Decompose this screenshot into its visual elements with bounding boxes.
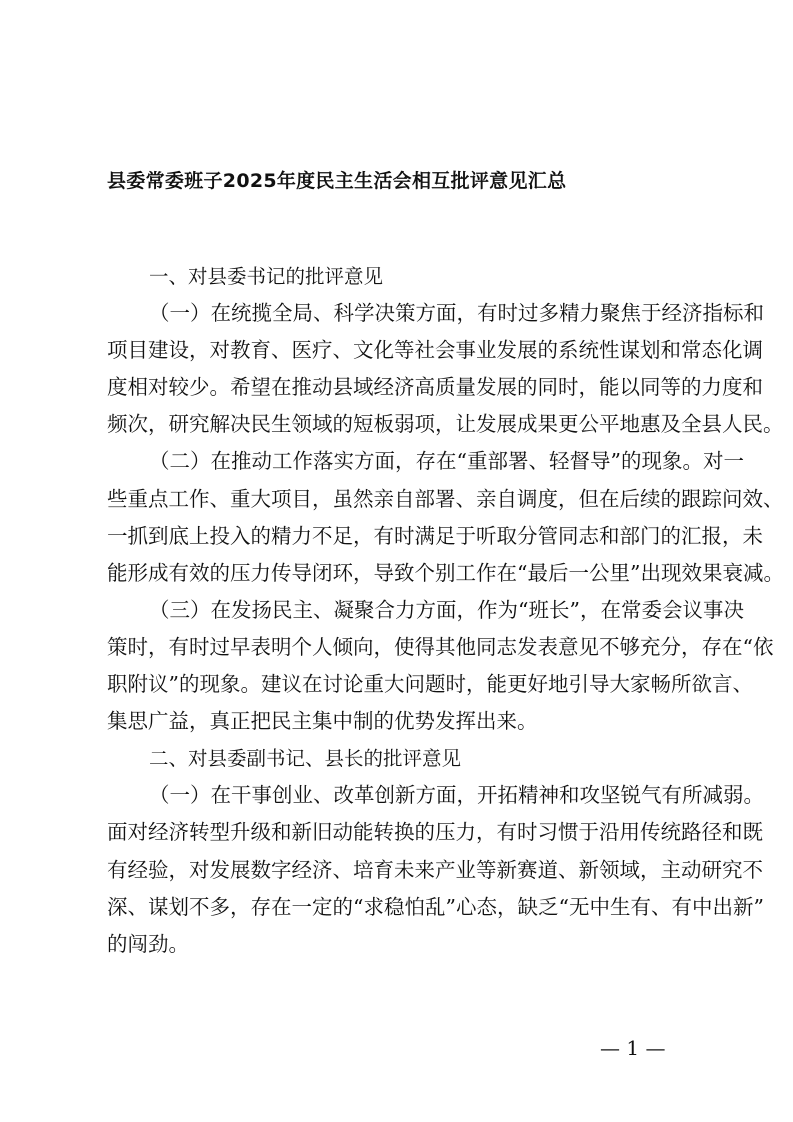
page-number: — 1 —: [600, 1036, 666, 1060]
paragraph-line: 职附议”的现象。建议在讨论重大问题时，能更好地引导大家畅所欲言、: [107, 672, 753, 697]
paragraph-line: 深、谋划不多，存在一定的“求稳怕乱”心态，缺乏“无中生有、有中出新”: [107, 894, 764, 919]
paragraph-line: 有经验，对发展数字经济、培育未来产业等新赛道、新领域，主动研究不: [107, 857, 763, 882]
paragraph-line: 策时，有时过早表明个人倾向，使得其他同志发表意见不够充分，存在“依: [107, 634, 774, 659]
paragraph-line: 一抓到底上投入的精力不足，有时满足于听取分管同志和部门的汇报，未: [107, 523, 763, 548]
paragraph-line: （三）在发扬民主、凝聚合力方面，作为“班长”，在常委会议事决: [149, 597, 744, 622]
section-heading: 二、对县委副书记、县长的批评意见: [149, 747, 462, 771]
document-body: [107, 258, 784, 963]
document-title: 县委常委班子2025年度民主生活会相互批评意见汇总: [107, 170, 567, 192]
section-heading: 一、对县委书记的批评意见: [149, 265, 384, 288]
paragraph-line: （二）在推动工作落实方面，存在“重部署、轻督导”的现象。对一: [149, 449, 744, 474]
paragraph-line: 频次，研究解决民生领域的短板弱项，让发展成果更公平地惠及全县人民。: [107, 412, 784, 437]
paragraph-line: 度相对较少。希望在推动县域经济高质量发展的同时，能以同等的力度和: [107, 375, 763, 400]
paragraph-line: 项目建设，对教育、医疗、文化等社会事业发展的系统性谋划和常态化调: [107, 338, 763, 363]
paragraph-line: 面对经济转型升级和新旧动能转换的压力，有时习惯于沿用传统路径和既: [107, 820, 763, 845]
paragraph-line: 集思广益，真正把民主集中制的优势发挥出来。: [107, 709, 538, 734]
paragraph-line: 些重点工作、重大项目，虽然亲自部署、亲自调度，但在后续的跟踪问效、: [107, 486, 784, 511]
paragraph-line: （一）在干事创业、改革创新方面，开拓精神和攻坚锐气有所减弱。: [149, 783, 764, 808]
paragraph-line: 的闯劲。: [107, 931, 189, 956]
paragraph-line: （一）在统揽全局、科学决策方面，有时过多精力聚焦于经济指标和: [149, 301, 764, 326]
paragraph-line: 能形成有效的压力传导闭环，导致个别工作在“最后一公里”出现效果衰减。: [107, 560, 784, 585]
